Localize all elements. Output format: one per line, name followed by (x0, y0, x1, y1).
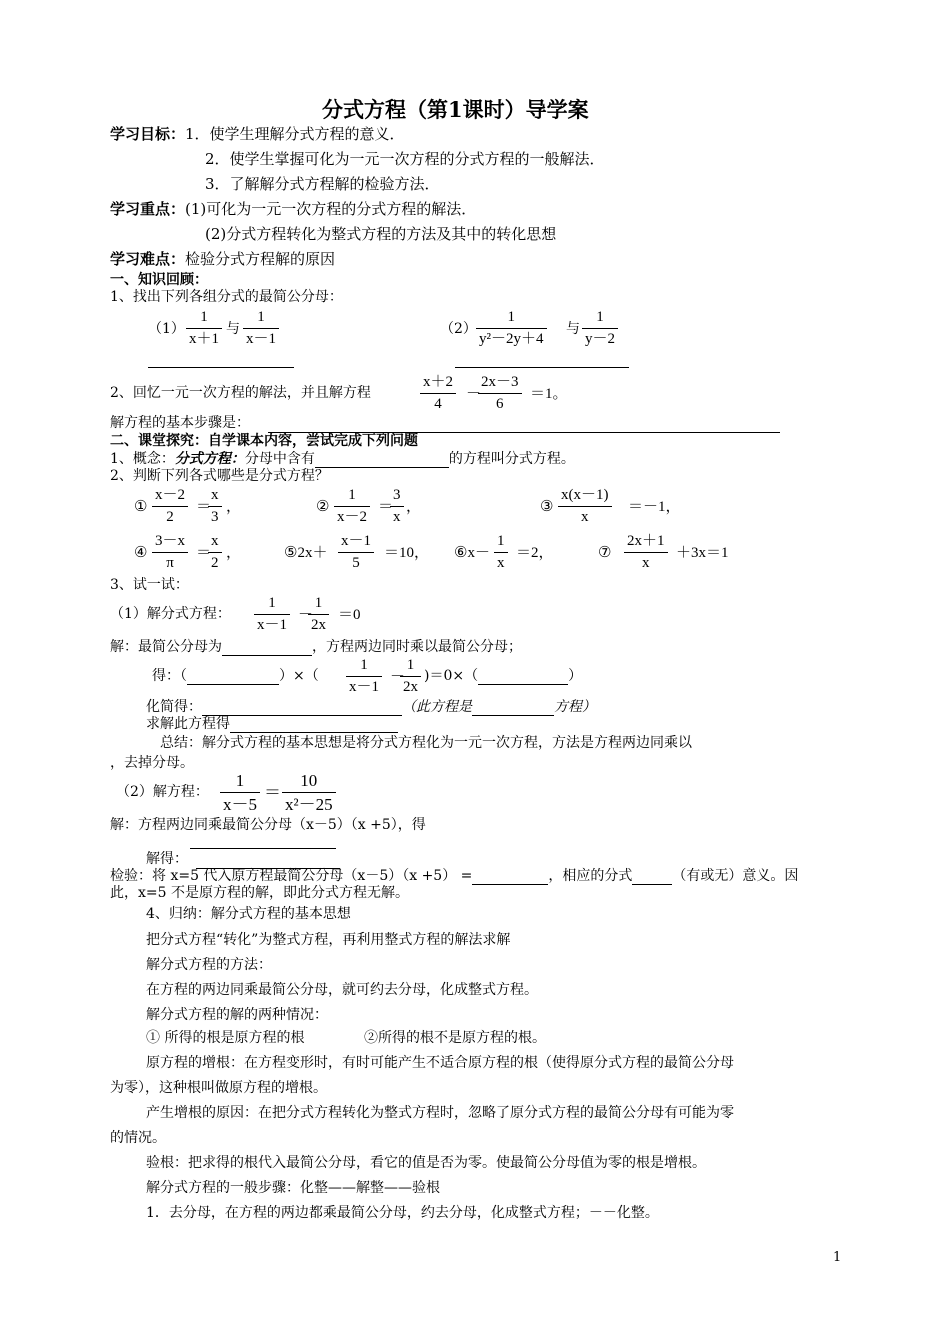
goals-line-1 (110, 126, 405, 143)
eq-marker: ④ (134, 545, 148, 561)
eq-tail: ＝－1， (628, 499, 681, 515)
q2-tail: ＝1。 (530, 386, 568, 402)
check-line-1: 检验：将 x=5 代入原方程最简公分母（x－5）（x +5） = ，相应的分式 （有或无）意义。因 (110, 868, 799, 884)
conclude-para: 把分式方程“转化”为整式方程，再利用整式方程的解法求解 (146, 932, 511, 948)
page-title: 分式方程（第1课时）导学案 (322, 97, 589, 122)
fraction: $\frac{x}{2}$ (208, 534, 222, 571)
answer-blank[interactable] (187, 669, 279, 685)
judge-prompt: 2、判断下列各式哪些是分式方程？ (110, 468, 329, 484)
fraction: $\frac{1}{2x}$ (308, 596, 329, 633)
solution-2-result: 解得： (146, 851, 188, 867)
minus-sign: － (298, 607, 314, 623)
solve-line: 求解此方程得 (146, 717, 398, 733)
answer-blank[interactable] (315, 452, 449, 468)
conclude-para: 解分式方程的一般步骤：化整——解整——验根 (146, 1180, 440, 1196)
fraction: $\frac{x(x-1)}{x}$ (558, 488, 612, 525)
fraction: $\frac{1}{x-1}$ (254, 596, 290, 633)
multiply-line-end: )＝0×（ ） (424, 668, 583, 684)
equals-sign: ＝ (196, 499, 212, 515)
fraction: $\frac{1}{x+1}$ (186, 310, 222, 347)
conclude-para: ① 所得的根是原方程的根 (146, 1030, 305, 1046)
conclude-para: 在方程的两边同乘最简公分母，就可约去分母，化成整式方程。 (146, 982, 538, 998)
fraction: $\frac{1}{x-2}$ (334, 488, 370, 525)
page-number: 1 (833, 1250, 842, 1265)
conclude-para: 解分式方程的方法： (146, 957, 272, 973)
answer-blank[interactable] (472, 700, 554, 716)
eq-tail: ＝0 (338, 607, 361, 623)
conclude-para: 为零），这种根叫做原方程的增根。 (110, 1080, 327, 1096)
review-q1: 1、找出下列各组分式的最简公分母： (110, 289, 343, 305)
fraction: $\frac{x}{3}$ (208, 488, 222, 525)
summary-line-1: 总结：解分式方程的基本思想是将分式方程化为一元一次方程，方法是方程两边同乘以 (160, 735, 692, 751)
answer-blank[interactable] (478, 669, 568, 685)
answer-blank[interactable] (632, 869, 672, 885)
minus-sign: － (466, 386, 482, 402)
eq5-lead: ⑤2x＋ (284, 545, 328, 561)
fraction: $\frac{1}{x-5}$ (220, 772, 260, 813)
conclude-para: 验根：把求得的根代入最简公分母，看它的值是否为零。使最简公分母值为零的根是增根。 (146, 1155, 706, 1171)
solution-1-line: 解：最简公分母为 ，方程两边同时乘以最简公分母； (110, 639, 522, 655)
conclude-para: 的情况。 (110, 1130, 166, 1146)
eq-tail: ＋3x＝1 (676, 545, 729, 561)
difficulty-text: 检验分式方程解的原因 (185, 250, 336, 268)
difficulty-line (110, 251, 335, 268)
fraction: $\frac{1}{x-1}$ (243, 310, 279, 347)
eq-marker: ⑦ (598, 545, 612, 561)
eq-tail: ＝10， (384, 545, 430, 561)
fraction: $\frac{1}{2x}$ (400, 658, 421, 695)
goals-label: 学习目标： (110, 125, 186, 143)
try-prompt: 3、试一试： (110, 577, 189, 593)
answer-blank[interactable] (472, 869, 548, 885)
conclude-para: 产生增根的原因：在把分式方程转化为整式方程时，忽略了原分式方程的最简公分母有可能为零 (146, 1105, 734, 1121)
answer-blank[interactable] (222, 640, 312, 656)
key-point-item: (1)可化为一元一次方程的分式方程的解法． (185, 200, 477, 218)
goal-item: 3．了解解分式方程解的检验方法． (205, 175, 440, 193)
equals-sign: ＝ (196, 545, 212, 561)
comma: ， (226, 545, 242, 561)
concept-line: 1、概念：分式方程：分母中含有 的方程叫分式方程。 (110, 451, 575, 467)
fraction: $\frac{10}{\text{x²－25}}$ (282, 772, 336, 813)
goal-item: 2．使学生掌握可化为一元一次方程的分式方程的一般解法． (205, 150, 605, 168)
steps-prompt: 解方程的基本步骤是： (110, 415, 250, 431)
fraction: $\frac{1}{x-1}$ (346, 658, 382, 695)
answer-blank[interactable] (230, 717, 398, 733)
answer-blank[interactable] (148, 367, 294, 368)
q1a-label: （1） (148, 321, 185, 337)
conclude-para: 解分式方程的解的两种情况： (146, 1007, 328, 1023)
explore-heading: 二、课堂探究：自学课本内容，尝试完成下列问题 (110, 433, 418, 449)
fraction: $\frac{1}{y-2}$ (582, 310, 618, 347)
goal-item: 1．使学生理解分式方程的意义． (185, 125, 405, 143)
q1a-and: 与 (226, 321, 240, 337)
key-points-line-1 (110, 201, 476, 218)
conclude-para: 1．去分母，在方程的两边都乘最简公分母，约去分母，化成整式方程；－－化整。 (146, 1205, 659, 1221)
q1b-label: （2） (440, 321, 477, 337)
check-line-2: 此，x=5 不是原方程的解，即此分式方程无解。 (110, 885, 409, 901)
review-heading: 一、知识回顾： (110, 272, 208, 288)
fraction: $\frac{3-x}{\pi}$ (152, 534, 188, 571)
fraction: $\frac{3}{x}$ (390, 488, 404, 525)
eq6-lead: ⑥x－ (454, 545, 490, 561)
fraction: $\frac{1}{\text{y²－2y＋4}}$ (476, 310, 547, 347)
key-point-item: (2)分式方程转化为整式方程的方法及其中的转化思想 (205, 225, 557, 243)
review-q2: 2、回忆一元一次方程的解法，并且解方程 (110, 385, 371, 401)
solution-2-line: 解：方程两边同乘最简公分母（x－5）（x +5），得 (110, 817, 426, 833)
key-points-label: 学习重点： (110, 200, 186, 218)
equals-sign: ＝ (264, 783, 281, 802)
equals-sign: ＝ (378, 499, 394, 515)
difficulty-label: 学习难点： (110, 250, 186, 268)
problem-2-label: （2）解方程： (116, 784, 209, 800)
fraction: $\frac{x-2}{2}$ (152, 488, 188, 525)
summary-line-2: ，去掉分母。 (110, 755, 194, 771)
answer-blank[interactable] (190, 848, 336, 849)
eq-tail: ＝2， (516, 545, 554, 561)
eq-marker: ① (134, 499, 148, 515)
answer-blank[interactable] (455, 367, 629, 368)
multiply-line: 得：（ ）×（ (152, 668, 319, 684)
conclude-heading: 4、归纳：解分式方程的基本思想 (146, 906, 351, 922)
eq-marker: ② (316, 499, 330, 515)
q1b-and: 与 (566, 321, 580, 337)
conclude-para: 原方程的增根：在方程变形时，有时可能产生不适合原方程的根（使得原分式方程的最简公分母 (146, 1055, 734, 1071)
simplify-line: 化简得： （此方程是 方程） (146, 699, 596, 715)
comma: ， (226, 499, 242, 515)
conclude-para: ②所得的根不是原方程的根。 (364, 1030, 546, 1046)
fraction: $\frac{x+2}{4}$ (420, 375, 456, 412)
fraction: $\frac{2x+1}{x}$ (624, 534, 668, 571)
fraction: $\frac{1}{x}$ (494, 534, 508, 571)
problem-1-label: （1）解分式方程： (110, 606, 231, 622)
eq-marker: ③ (540, 499, 554, 515)
fraction: $\frac{x-1}{5}$ (338, 534, 374, 571)
fraction: $\frac{2x-3}{6}$ (478, 375, 522, 412)
comma: ， (406, 499, 422, 515)
minus-sign: － (390, 669, 406, 685)
answer-blank[interactable] (202, 700, 402, 716)
